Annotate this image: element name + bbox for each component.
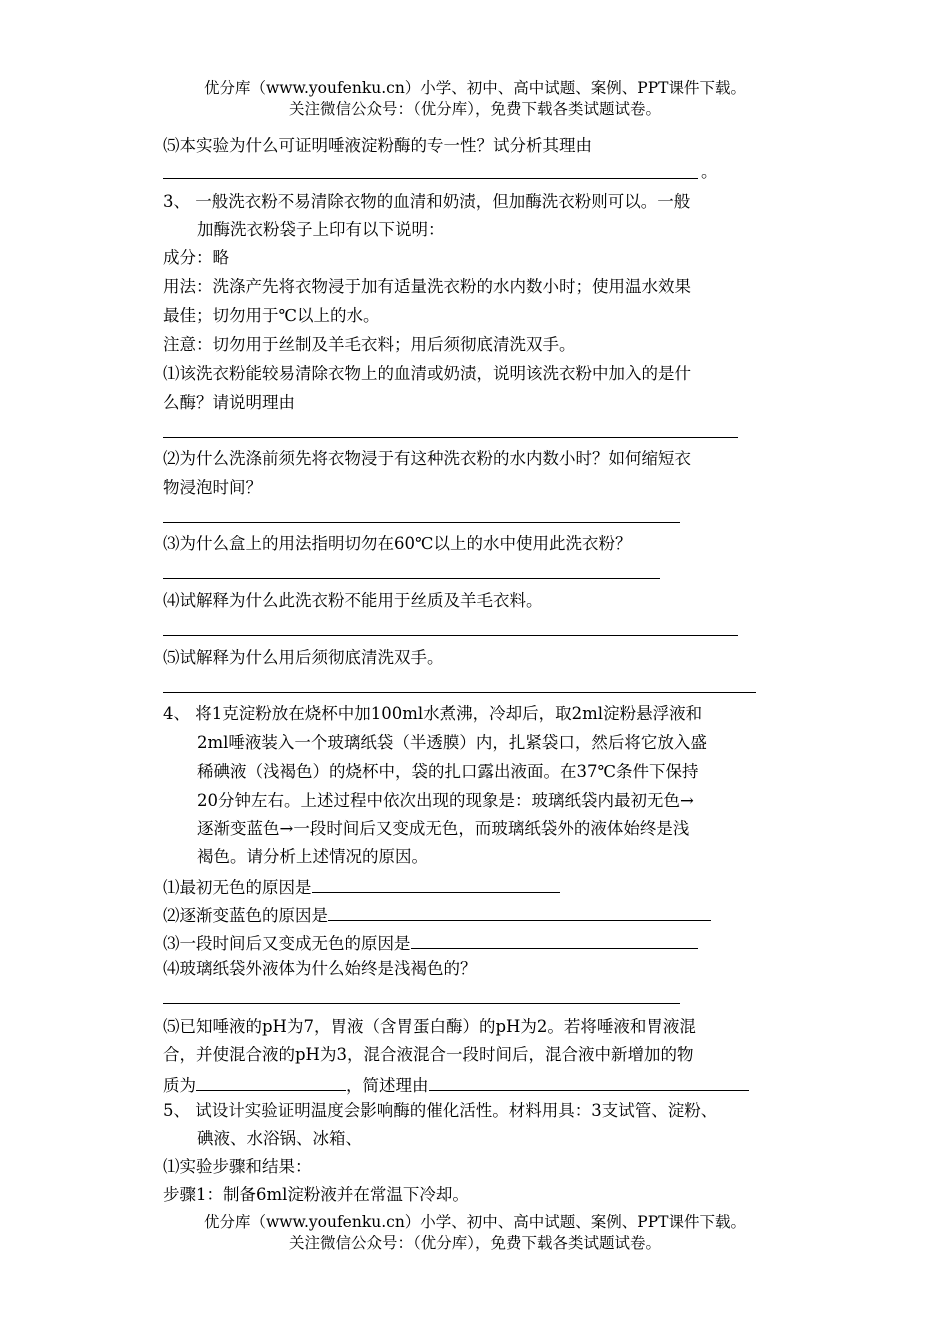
q4-sub5-c-text-1: 质为 <box>163 1076 196 1095</box>
q3-sub1-b: 么酶？请说明理由 <box>163 393 295 412</box>
q4-sub5-c-text-2: ，简述理由 <box>346 1076 429 1095</box>
q4-sub5-a: ⑸已知唾液的pH为7，胃液（含胃蛋白酶）的pH为2。若将唾液和胃液混 <box>163 1017 696 1036</box>
q3-usage-2: 最佳；切勿用于℃以上的水。 <box>163 306 380 325</box>
header-line-1: 优分库（www.youfenku.cn）小学、初中、高中试题、案例、PPT课件下载。 <box>203 79 747 97</box>
q4-line-5: 逐渐变蓝色→一段时间后又变成无色，而玻璃纸袋外的液体始终是浅 <box>197 819 690 838</box>
q5-step1: 步骤1：制备6ml淀粉液并在常温下冷却。 <box>163 1185 469 1204</box>
q4-line-2: 2ml唾液装入一个玻璃纸袋（半透膜）内，扎紧袋口，然后将它放入盛 <box>197 733 707 752</box>
q5-line-2: 碘液、水浴锅、冰箱、 <box>197 1129 362 1148</box>
answer-blank <box>328 902 711 921</box>
header-line-2: 关注微信公众号：（优分库），免费下载各类试题试卷。 <box>288 100 661 118</box>
q5-sub1: ⑴实验步骤和结果： <box>163 1157 312 1176</box>
answer-line <box>163 635 738 636</box>
q3-caution: 注意：切勿用于丝制及羊毛衣料；用后须彻底清洗双手。 <box>163 335 576 354</box>
q4-sub2 <box>163 902 711 927</box>
answer-blank <box>429 1072 749 1091</box>
answer-line <box>163 522 680 523</box>
q3-usage-1: 用法：洗涤产先将衣物浸于加有适量洗衣粉的水内数小时；使用温水效果 <box>163 277 691 296</box>
q3-sub4: ⑷试解释为什么此洗衣粉不能用于丝质及羊毛衣料。 <box>163 591 543 610</box>
q4-line-4: 20分钟左右。上述过程中依次出现的现象是：玻璃纸袋内最初无色→ <box>197 791 694 810</box>
q2-sub5-end: 。 <box>701 162 718 181</box>
answer-line <box>163 178 698 179</box>
answer-blank <box>196 1072 346 1091</box>
q5-line-1: 5、 试设计实验证明温度会影响酶的催化活性。材料用具：3支试管、淀粉、 <box>163 1101 718 1120</box>
q4-sub5-c <box>163 1072 749 1097</box>
q4-line-3: 稀碘液（浅褐色）的烧杯中，袋的扎口露出液面。在37℃条件下保持 <box>197 762 699 781</box>
q3-ingredients: 成分：略 <box>163 248 229 267</box>
q4-sub1 <box>163 874 560 899</box>
q4-line-1: 4、 将1克淀粉放在烧杯中加100ml水煮沸，冷却后，取2ml淀粉悬浮液和 <box>163 704 703 723</box>
answer-line <box>163 692 756 693</box>
q3-sub2-b: 物浸泡时间？ <box>163 478 262 497</box>
answer-line <box>163 578 660 579</box>
q3-sub5: ⑸试解释为什么用后须彻底清洗双手。 <box>163 648 444 667</box>
footer-line-2: 关注微信公众号：（优分库），免费下载各类试题试卷。 <box>288 1234 661 1252</box>
answer-line <box>163 437 738 438</box>
footer-line-1: 优分库（www.youfenku.cn）小学、初中、高中试题、案例、PPT课件下载。 <box>203 1213 747 1231</box>
q4-line-6: 褐色。请分析上述情况的原因。 <box>197 847 428 866</box>
answer-blank <box>312 874 560 893</box>
answer-line <box>163 1003 680 1004</box>
q4-sub3-text: ⑶一段时间后又变成无色的原因是 <box>163 934 411 953</box>
q4-sub4: ⑷玻璃纸袋外液体为什么始终是浅褐色的？ <box>163 959 477 978</box>
q4-sub5-b: 合，并使混合液的pH为3，混合液混合一段时间后，混合液中新增加的物 <box>163 1045 694 1064</box>
q4-sub3 <box>163 930 698 955</box>
q3-sub3: ⑶为什么盒上的用法指明切勿在60℃以上的水中使用此洗衣粉？ <box>163 534 632 553</box>
q4-sub2-text: ⑵逐渐变蓝色的原因是 <box>163 906 328 925</box>
answer-blank <box>411 930 698 949</box>
q3-sub2-a: ⑵为什么洗涤前须先将衣物浸于有这种洗衣粉的水内数小时？如何缩短衣 <box>163 449 691 468</box>
q2-sub5: ⑸本实验为什么可证明唾液淀粉酶的专一性？试分析其理由 <box>163 136 592 155</box>
q3-sub1-a: ⑴该洗衣粉能较易清除衣物上的血清或奶渍，说明该洗衣粉中加入的是什 <box>163 364 691 383</box>
q3-intro-1: 3、 一般洗衣粉不易清除衣物的血清和奶渍，但加酶洗衣粉则可以。一般 <box>163 192 691 211</box>
q4-sub1-text: ⑴最初无色的原因是 <box>163 878 312 897</box>
q3-intro-2: 加酶洗衣粉袋子上印有以下说明： <box>197 220 445 239</box>
